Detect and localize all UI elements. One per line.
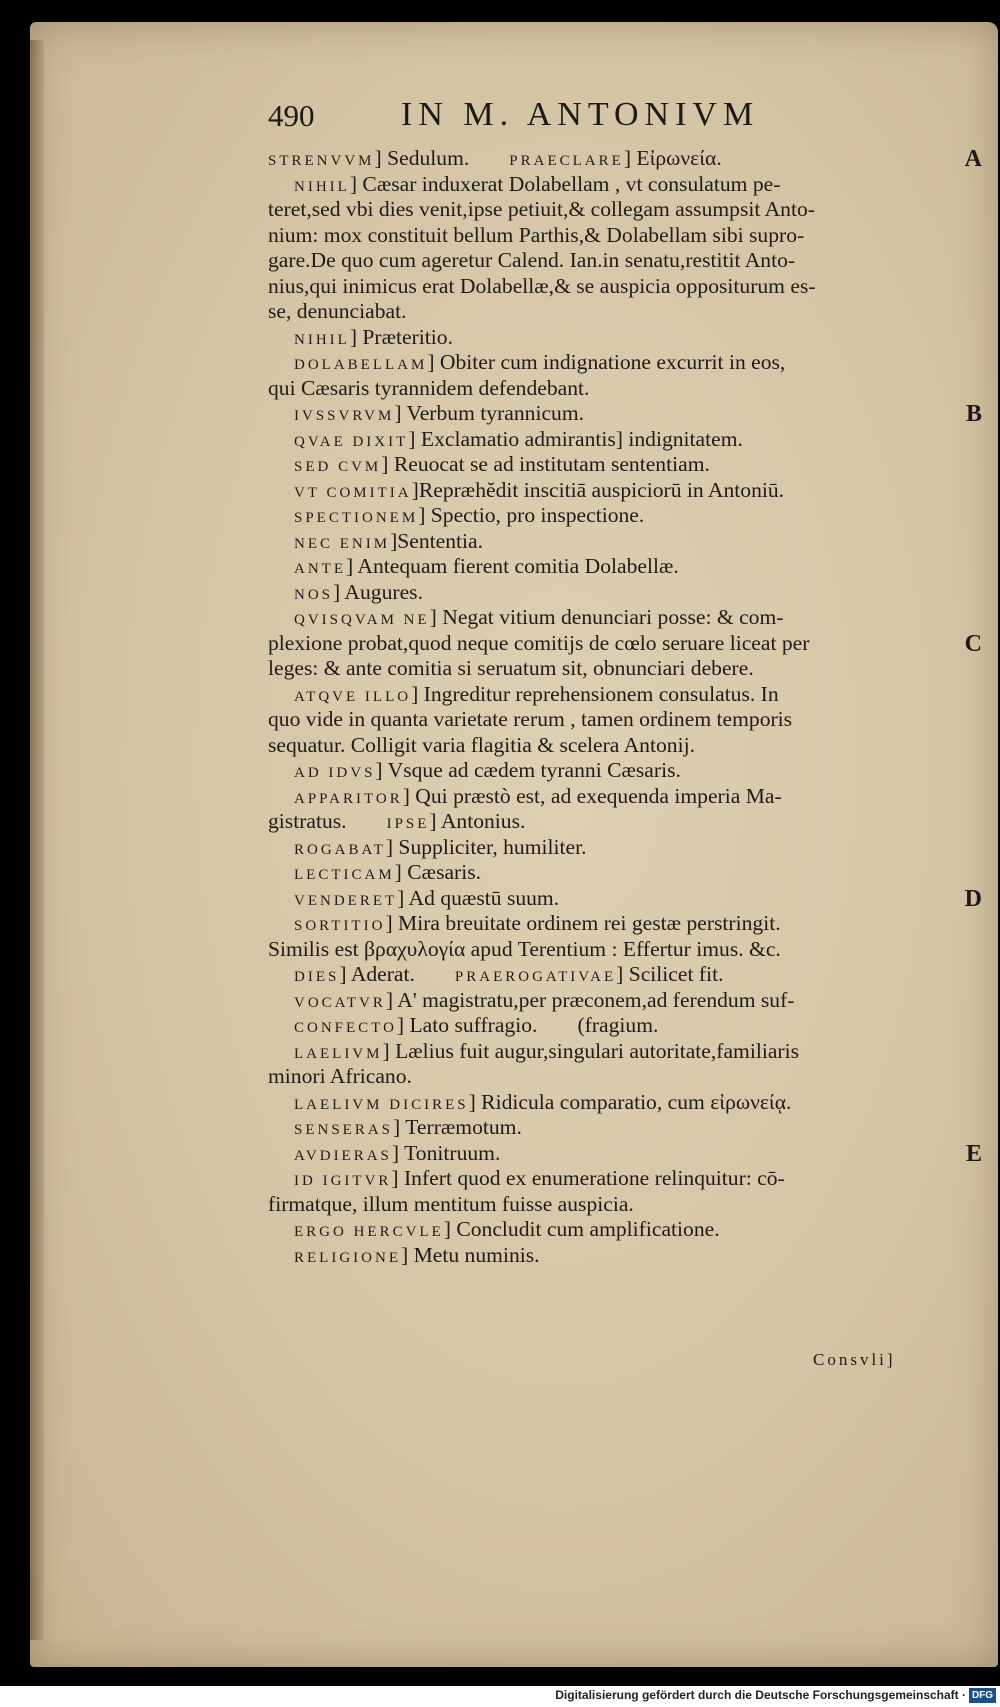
- gloss-text: teret,sed vbi dies venit,ipse petiuit,& collegam assumpsit Anto-: [268, 197, 815, 221]
- text-line: [268, 1217, 948, 1243]
- gloss-text: gare.De quo cum ageretur Calend. Ian.in senatu,restitit Anto-: [268, 248, 796, 272]
- gloss-text: ] Augures.: [333, 579, 423, 604]
- lemma: DOLABELLAM: [294, 357, 428, 373]
- text-line: [268, 478, 948, 504]
- gloss-text: firmatque, illum mentitum fuisse auspicia.: [268, 1191, 634, 1216]
- lemma: IVSSVRVM: [294, 408, 395, 424]
- lemma: QVISQVAM NE: [294, 612, 430, 628]
- text-line: [268, 503, 948, 529]
- lemma: ERGO HERCVLE: [294, 1224, 444, 1240]
- text-line: [268, 1039, 948, 1065]
- gloss-text: minori Africano.: [268, 1064, 412, 1088]
- text-line: [268, 962, 948, 988]
- text-line: [268, 835, 948, 861]
- lemma: SED CVM: [294, 459, 382, 475]
- gloss-text: ] Ad quæstū suum.: [397, 885, 560, 910]
- lemma: SPECTIONEM: [294, 510, 419, 526]
- gloss-text: ] Spectio, pro inspectione.: [418, 503, 645, 527]
- gloss-text: ] Qui præstò est, ad exequenda imperia Ma-: [402, 783, 782, 808]
- gloss-text: ] Antequam fierent comitia Dolabellæ.: [346, 554, 679, 578]
- lemma: DIES: [294, 969, 340, 985]
- text-line: [268, 274, 948, 300]
- text-line: [268, 350, 948, 376]
- lemma: APPARITOR: [294, 790, 403, 807]
- margin-section-letter: C: [964, 630, 982, 657]
- text-line: [268, 860, 948, 886]
- gloss-text: ] Lælius fuit augur,singulari autoritate,familiaris: [382, 1038, 800, 1063]
- gloss-text: se, denunciabat.: [268, 299, 407, 323]
- text-line: [268, 197, 948, 223]
- lemma: STRENVVM: [268, 153, 375, 169]
- footer-credit: Digitalisierung gefördert durch die Deutsche Forschungsgemeinschaft ·: [555, 1688, 966, 1702]
- gloss-text: ] Sedulum.: [374, 146, 470, 170]
- lemma: LAELIVM DICIRES: [294, 1096, 469, 1113]
- text-line: [268, 248, 948, 274]
- lemma: NEC ENIM: [294, 535, 391, 552]
- catchword: Consvli]: [813, 1350, 896, 1369]
- gloss-text: leges: & ante comitia si seruatum sit, obnunciari debere.: [268, 656, 754, 680]
- gloss-text: ] Terræmotum.: [393, 1115, 522, 1139]
- text-line: [268, 223, 948, 249]
- text-line: [268, 1192, 948, 1218]
- page-binding-edge: [30, 40, 44, 1640]
- text-line: [268, 937, 948, 963]
- text-line: [268, 529, 948, 555]
- lemma: IPSE: [386, 816, 430, 832]
- lemma: LECTICAM: [294, 867, 395, 883]
- gloss-text: ] Mira breuitate ordinem rei gestæ perstringit.: [385, 911, 781, 935]
- text-line: [268, 784, 948, 810]
- text-line: [268, 1166, 948, 1192]
- running-title: IN M. ANTONIVM: [401, 96, 760, 133]
- gloss-text: ] Reuocat se ad institutam sententiam.: [381, 452, 710, 476]
- gloss-text: ] Lato suffragio.: [396, 1013, 538, 1037]
- text-line: [268, 605, 948, 631]
- text-line: [268, 631, 948, 657]
- text-line: [268, 427, 948, 453]
- gloss-text: quo vide in quanta varietate rerum , tamen ordinem temporis: [268, 707, 793, 731]
- lemma: VT COMITIA: [294, 484, 412, 501]
- gloss-text: plexione probat,quod neque comitijs de cœlo seruare liceat per: [268, 630, 810, 655]
- lemma: VOCATVR: [294, 994, 386, 1011]
- margin-section-letter: A: [964, 146, 982, 172]
- gloss-text: ]Reprӕhĕdit inscitiā auspiciorū in Antoniū.: [411, 477, 785, 502]
- lemma: ROGABAT: [294, 841, 386, 858]
- gloss-text: ] A' magistratu,per præconem,ad ferendum suf-: [385, 987, 795, 1012]
- gloss-text: Similis est βραχυλογία apud Terentium : Effertur imus. &c.: [268, 936, 781, 961]
- gloss-text: ] Infert quod ex enumeratione relinquitur: cō-: [391, 1166, 785, 1190]
- text-line: [268, 656, 948, 682]
- lemma: CONFECTO: [294, 1020, 397, 1036]
- text-line: [268, 988, 948, 1014]
- gloss-text: ] Concludit cum amplificatione.: [443, 1217, 720, 1241]
- text-line: [268, 172, 948, 198]
- text-line: [268, 733, 948, 759]
- gloss-text: ] Suppliciter, humiliter.: [385, 834, 587, 859]
- lemma: LAELIVM: [294, 1045, 383, 1062]
- gloss-text: gistratus.: [268, 809, 347, 833]
- gloss-text: nius,qui inimicus erat Dolabellæ,& se auspicia oppositurum es-: [268, 273, 816, 298]
- lemma: AD IDVS: [294, 765, 376, 781]
- commentary-text: [268, 146, 948, 1268]
- text-line: [268, 911, 948, 937]
- gloss-text: ] Ridicula comparatio, cum εἰρωνείᾳ.: [468, 1089, 792, 1114]
- text-line: [268, 554, 948, 580]
- gloss-text: (fragium.: [577, 1013, 659, 1037]
- lemma: AVDIERAS: [294, 1147, 392, 1164]
- lemma: RELIGIONE: [294, 1249, 401, 1266]
- gloss-text: ] Antonius.: [429, 809, 526, 833]
- text-line: [268, 299, 948, 325]
- lemma: ANTE: [294, 561, 346, 577]
- gloss-text: ] Obiter cum indignatione excurrit in eos,: [427, 350, 786, 374]
- lemma: NOS: [294, 586, 334, 603]
- gloss-text: ] Εἰρωνεία.: [623, 146, 722, 170]
- gloss-text: ] Cæsaris.: [394, 860, 482, 884]
- text-line: [268, 1013, 948, 1039]
- text-line: [268, 886, 948, 912]
- margin-section-letter: D: [964, 885, 982, 912]
- gloss-text: nium: mox constituit bellum Parthis,& Dolabellam sibi supro-: [268, 222, 805, 247]
- lemma: SENSERAS: [294, 1122, 394, 1138]
- text-line: [268, 325, 948, 351]
- gloss-text: ] Vsque ad cædem tyranni Cæsaris.: [375, 758, 681, 782]
- text-line: [268, 376, 948, 402]
- gloss-text: ] Ingreditur reprehensionem consulatus. In: [411, 681, 779, 706]
- lemma: SORTITIO: [294, 918, 386, 934]
- lemma: NIHIL: [294, 178, 350, 195]
- gloss-text: ] Exclamatio admirantis] indignitatem.: [408, 426, 743, 451]
- lemma: QVAE DIXIT: [294, 433, 409, 450]
- lemma: VENDERET: [294, 892, 398, 909]
- gloss-text: ] Præteritio.: [349, 324, 453, 349]
- text-line: [268, 146, 948, 172]
- text-line: [268, 1243, 948, 1269]
- gloss-text: ]Sententia.: [390, 528, 484, 553]
- text-line: [268, 580, 948, 606]
- lemma: PRAEROGATIVAE: [454, 969, 617, 985]
- text-line: [268, 452, 948, 478]
- gloss-text: sequatur. Colligit varia flagitia & scelera Antonij.: [268, 732, 695, 757]
- lemma: NIHIL: [294, 331, 350, 348]
- gloss-text: ] Scilicet fit.: [616, 962, 724, 986]
- page-number: 490: [268, 98, 315, 133]
- lemma: ATQVE ILLO: [294, 688, 412, 705]
- text-line: [268, 707, 948, 733]
- text-line: [268, 809, 948, 835]
- text-line: [268, 401, 948, 427]
- gloss-text: ] Cæsar induxerat Dolabellam , vt consulatum pe-: [349, 171, 781, 196]
- digitization-footer: [0, 1686, 1000, 1707]
- margin-section-letter: B: [965, 401, 982, 427]
- page-header: [268, 96, 868, 140]
- text-line: [268, 1141, 948, 1167]
- gloss-text: ] Negat vitium denunciari posse: & com-: [429, 605, 784, 629]
- gloss-text: ] Tonitruum.: [391, 1140, 501, 1165]
- gloss-text: ] Verbum tyrannicum.: [394, 401, 585, 425]
- lemma: PRAECLARE: [509, 153, 624, 169]
- margin-section-letter: E: [965, 1140, 982, 1167]
- dfg-logo: DFG: [969, 1688, 996, 1703]
- gloss-text: ] Aderat.: [339, 962, 415, 986]
- gloss-text: ] Metu numinis.: [400, 1242, 540, 1267]
- text-line: [268, 1064, 948, 1090]
- lemma: ID IGITVR: [294, 1173, 392, 1189]
- text-line: [268, 1115, 948, 1141]
- gloss-text: qui Cæsaris tyrannidem defendebant.: [268, 375, 590, 400]
- text-line: [268, 682, 948, 708]
- text-line: [268, 1090, 948, 1116]
- text-line: [268, 758, 948, 784]
